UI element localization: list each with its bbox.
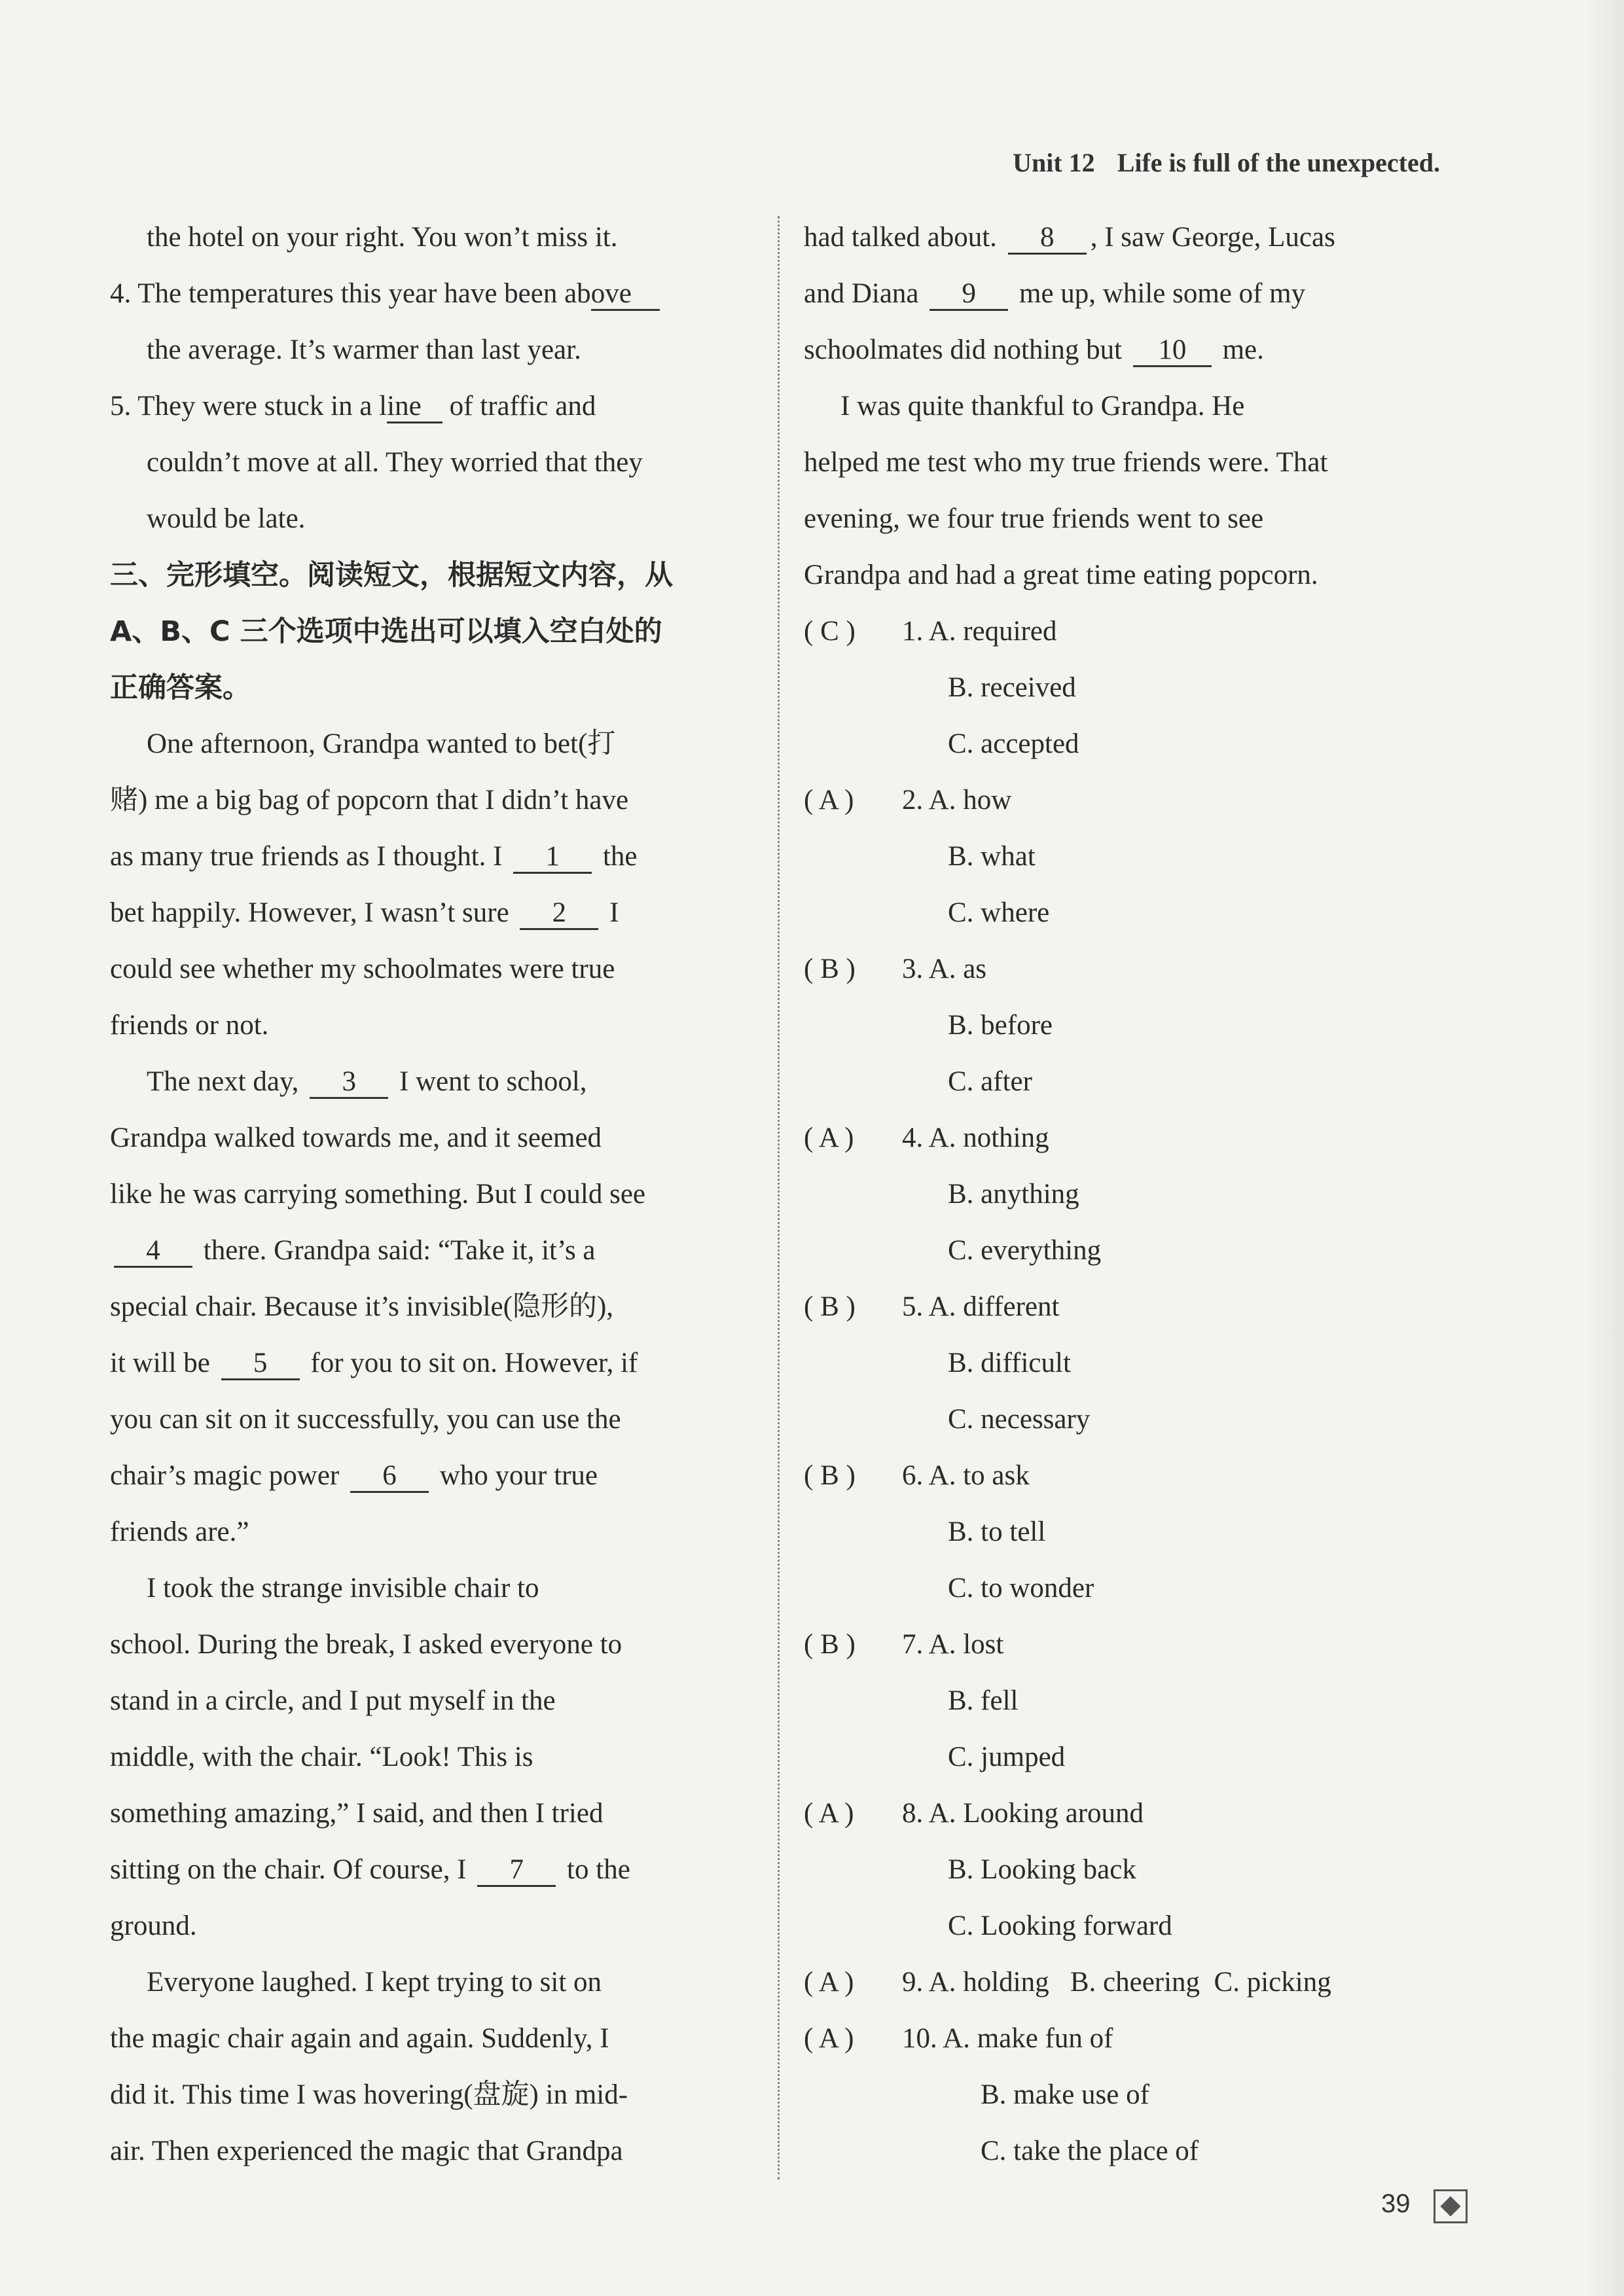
unit-label: Unit 12 [1013,148,1095,177]
answer-fill: ove [591,278,632,311]
answer-mark: ( C ) [804,616,856,647]
blank-5: 5 [221,1348,300,1380]
page-edge-shadow [1585,0,1624,2296]
page-header [943,147,1440,178]
text-line: the average. It’s warmer than last year. [147,334,581,365]
passage-line: middle, with the chair. “Look! This is [110,1742,533,1772]
passage-line: you can sit on it successfully, you can use the [110,1404,621,1435]
option-b: B. what [948,841,1036,872]
option-c: C. where [948,897,1050,928]
blank-1: 1 [513,841,592,874]
option-b: B. Looking back [948,1854,1136,1885]
option-c: C. to wonder [948,1573,1094,1604]
passage-line: air. Then experienced the magic that Grandpa [110,2136,623,2166]
passage-line: Everyone laughed. I kept trying to sit on [147,1967,602,1998]
passage-line: as many true friends as I thought. I 1 the [110,829,771,885]
option-c: C. necessary [948,1404,1091,1435]
blank-2: 2 [520,897,598,930]
answer-mark: ( B ) [804,1291,856,1322]
question-5: ( B ) 5. A. different B. difficult C. necessary [804,1279,1485,1448]
blank-6: 6 [350,1460,429,1493]
question-2: ( A ) 2. A. how B. what C. where [804,772,1485,941]
text-line: would be late. [147,503,306,534]
diamond-icon [1434,2189,1468,2223]
column-divider [778,216,780,2179]
passage-line: special chair. Because it’s invisible(隐形的), [110,1291,614,1322]
option-a: A. different [928,1291,1060,1322]
option-b: B. before [948,1010,1053,1041]
option-a: A. Looking around [928,1798,1144,1829]
passage-line: One afternoon, Grandpa wanted to bet(打 [147,728,616,759]
blank-8: 8 [1008,222,1087,255]
answer-mark: ( B ) [804,1460,856,1491]
passage-line: The next day, 3 I went to school, [110,1054,771,1110]
option-b: B. cheering [1070,1967,1200,1998]
answer-mark: ( A ) [804,1122,854,1153]
option-b: B. received [948,672,1076,703]
section-heading: A、B、C 三个选项中选出可以填入空白处的 [110,615,662,648]
option-c: C. jumped [948,1742,1066,1772]
answer-mark: ( B ) [804,954,856,984]
option-b: B. fell [948,1685,1019,1716]
option-c: C. Looking forward [948,1910,1172,1941]
option-b: B. to tell [948,1516,1046,1547]
right-column [804,209,1485,2179]
passage-line: friends are.” [110,1516,249,1547]
passage-line: it will be 5 for you to sit on. However, if [110,1335,771,1391]
passage-line: schoolmates did nothing but 10 me. [804,322,1485,378]
sentence-4: 4. The temperatures this year have been above [110,266,771,322]
passage-line: stand in a circle, and I put myself in the [110,1685,556,1716]
option-a: A. to ask [928,1460,1030,1491]
option-c: C. everything [948,1235,1102,1266]
passage-line: did it. This time I was hovering(盘旋) in mid- [110,2079,628,2110]
option-c: C. after [948,1066,1032,1097]
question-1: ( C ) 1. A. required B. received C. accepted [804,603,1485,772]
answer-mark: ( A ) [804,1967,854,1998]
question-3: ( B ) 3. A. as B. before C. after [804,941,1485,1110]
question-7: ( B ) 7. A. lost B. fell C. jumped [804,1617,1485,1785]
option-a: A. as [928,954,987,984]
passage-line: school. During the break, I asked everyone to [110,1629,623,1660]
question-4: ( A ) 4. A. nothing B. anything C. everything [804,1110,1485,1279]
passage-line: sitting on the chair. Of course, I 7 to the [110,1842,771,1898]
answer-mark: ( A ) [804,785,854,816]
passage-line: could see whether my schoolmates were true [110,954,615,984]
option-c: C. take the place of [981,2136,1199,2166]
passage-line: and Diana 9 me up, while some of my [804,266,1485,322]
answer-mark: ( B ) [804,1629,856,1660]
passage-line: 4 there. Grandpa said: “Take it, it’s a [110,1223,771,1279]
option-a: A. lost [928,1629,1004,1660]
passage-line: 赌) me a big bag of popcorn that I didn’t have [110,785,629,816]
section-heading: 正确答案。 [110,672,251,704]
text-line: couldn’t move at all. They worried that they [147,447,643,478]
option-a: A. make fun of [943,2023,1113,2054]
blank-7: 7 [477,1854,556,1887]
text-line: the hotel on your right. You won’t miss it. [147,222,618,253]
answer-fill: ine [387,391,422,423]
passage-line: bet happily. However, I wasn’t sure 2 I [110,885,771,941]
option-a: A. required [928,616,1057,647]
passage-line: chair’s magic power 6 who your true [110,1448,771,1504]
question-9: ( A ) 9. A. holding B. cheering C. picking [804,1954,1485,2011]
option-b: B. anything [948,1179,1079,1210]
section-heading: 三、完形填空。阅读短文，根据短文内容，从 [110,559,673,592]
passage-line: the magic chair again and again. Suddenly, I [110,2023,609,2054]
answer-mark: ( A ) [804,2023,854,2054]
question-10: ( A ) 10. A. make fun of B. make use of C. take the place of [804,2011,1485,2179]
passage-line: friends or not. [110,1010,269,1041]
passage-line: like he was carrying something. But I could see [110,1179,645,1210]
option-b: B. difficult [948,1348,1071,1378]
sentence-5: 5. They were stuck in a line of traffic and [110,378,771,435]
passage-line: had talked about. 8 , I saw George, Lucas [804,209,1485,266]
passage-line: Grandpa and had a great time eating popcorn. [804,560,1318,590]
option-a: A. how [928,785,1012,816]
option-a: A. holding [928,1967,1049,1998]
page-number: 39 [1381,2189,1411,2218]
passage-line: evening, we four true friends went to see [804,503,1264,534]
blank-9: 9 [929,278,1008,311]
passage-line: I was quite thankful to Grandpa. He [840,391,1245,422]
blank-4: 4 [114,1235,192,1268]
blank-3: 3 [310,1066,388,1099]
question-6: ( B ) 6. A. to ask B. to tell C. to wonder [804,1448,1485,1617]
passage-line: something amazing,” I said, and then I tried [110,1798,604,1829]
left-column [110,209,771,2179]
passage-line: ground. [110,1910,197,1941]
passage-line: helped me test who my true friends were. That [804,447,1328,478]
unit-title: Life is full of the unexpected. [1117,148,1440,177]
answer-mark: ( A ) [804,1798,854,1829]
blank-10: 10 [1133,334,1212,367]
option-c: C. picking [1214,1967,1331,1998]
passage-line: Grandpa walked towards me, and it seemed [110,1122,602,1153]
option-c: C. accepted [948,728,1079,759]
question-8: ( A ) 8. A. Looking around B. Looking back C. Looking forward [804,1785,1485,1954]
option-b: B. make use of [981,2079,1149,2110]
passage-line: I took the strange invisible chair to [147,1573,539,1604]
option-a: A. nothing [928,1122,1049,1153]
